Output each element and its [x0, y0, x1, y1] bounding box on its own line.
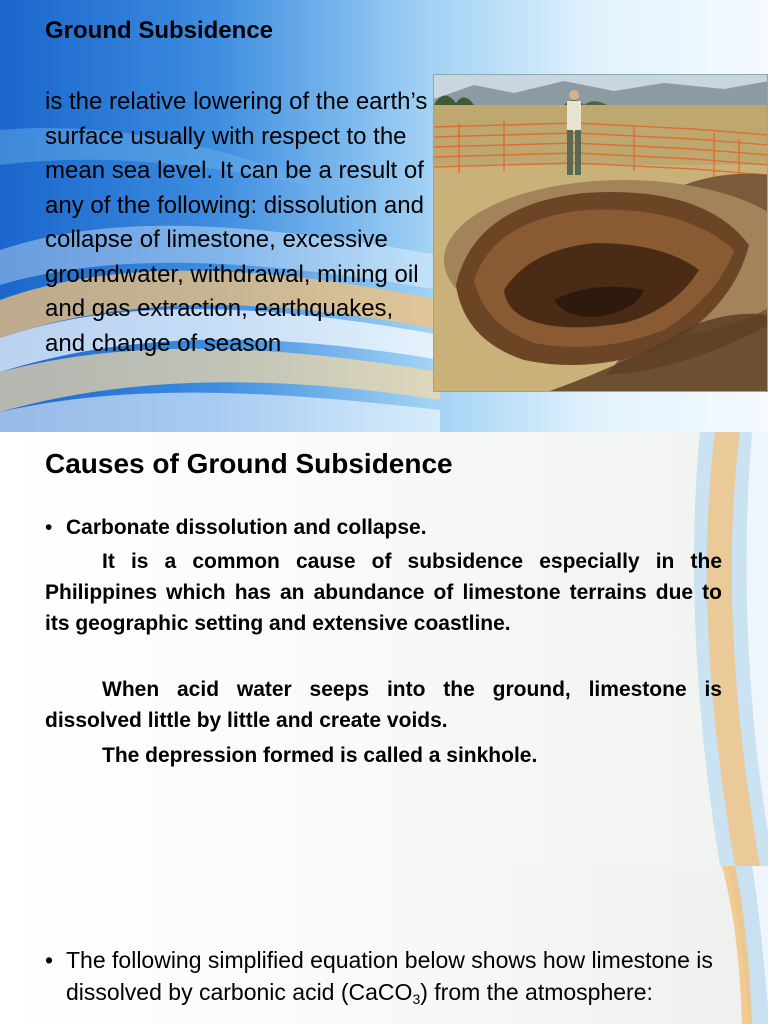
- subscript: 3: [412, 991, 421, 1007]
- slide-title: Ground Subsidence: [45, 17, 274, 44]
- definition-text: is the relative lowering of the earth’s surface usually with respect to the mean sea level. It can be a result of any of the following: dissolution and collapse of limestone, excessive groundwater, withdrawal, mining oil and gas extraction, earthquakes, and change of season: [45, 88, 428, 357]
- slide-causes-of-ground-subsidence: [0, 432, 768, 866]
- paragraph-philippines: It is a common cause of subsidence especially in the Philippines which has an abundance of limestone terrains due to its geographic setting and extensive coastline.: [45, 550, 722, 635]
- paragraph-acid-water: When acid water seeps into the ground, limestone is dissolved little by little and create voids.: [45, 678, 722, 732]
- slide-background-waves: [0, 432, 768, 866]
- slide-equation: [0, 866, 768, 1024]
- bullet-symbol: •: [45, 516, 53, 539]
- bullet-text-end: ) from the atmosphere:: [420, 979, 653, 1005]
- bullet-text: The following simplified equation below shows how limestone is dissolved by carbonic acid (CaCO: [66, 947, 713, 1005]
- bullet-item: [45, 944, 756, 1008]
- sinkhole-photo: [433, 74, 768, 392]
- paragraph-sinkhole: The depression formed is called a sinkhole.: [102, 744, 538, 767]
- slide-ground-subsidence: [0, 0, 768, 432]
- sinkhole-photo-icon: [434, 75, 768, 392]
- slide-title: Causes of Ground Subsidence: [45, 448, 453, 479]
- bullet-symbol: •: [45, 947, 54, 973]
- bullet-item: [45, 513, 725, 543]
- bullet-text: Carbonate dissolution and collapse.: [66, 516, 427, 539]
